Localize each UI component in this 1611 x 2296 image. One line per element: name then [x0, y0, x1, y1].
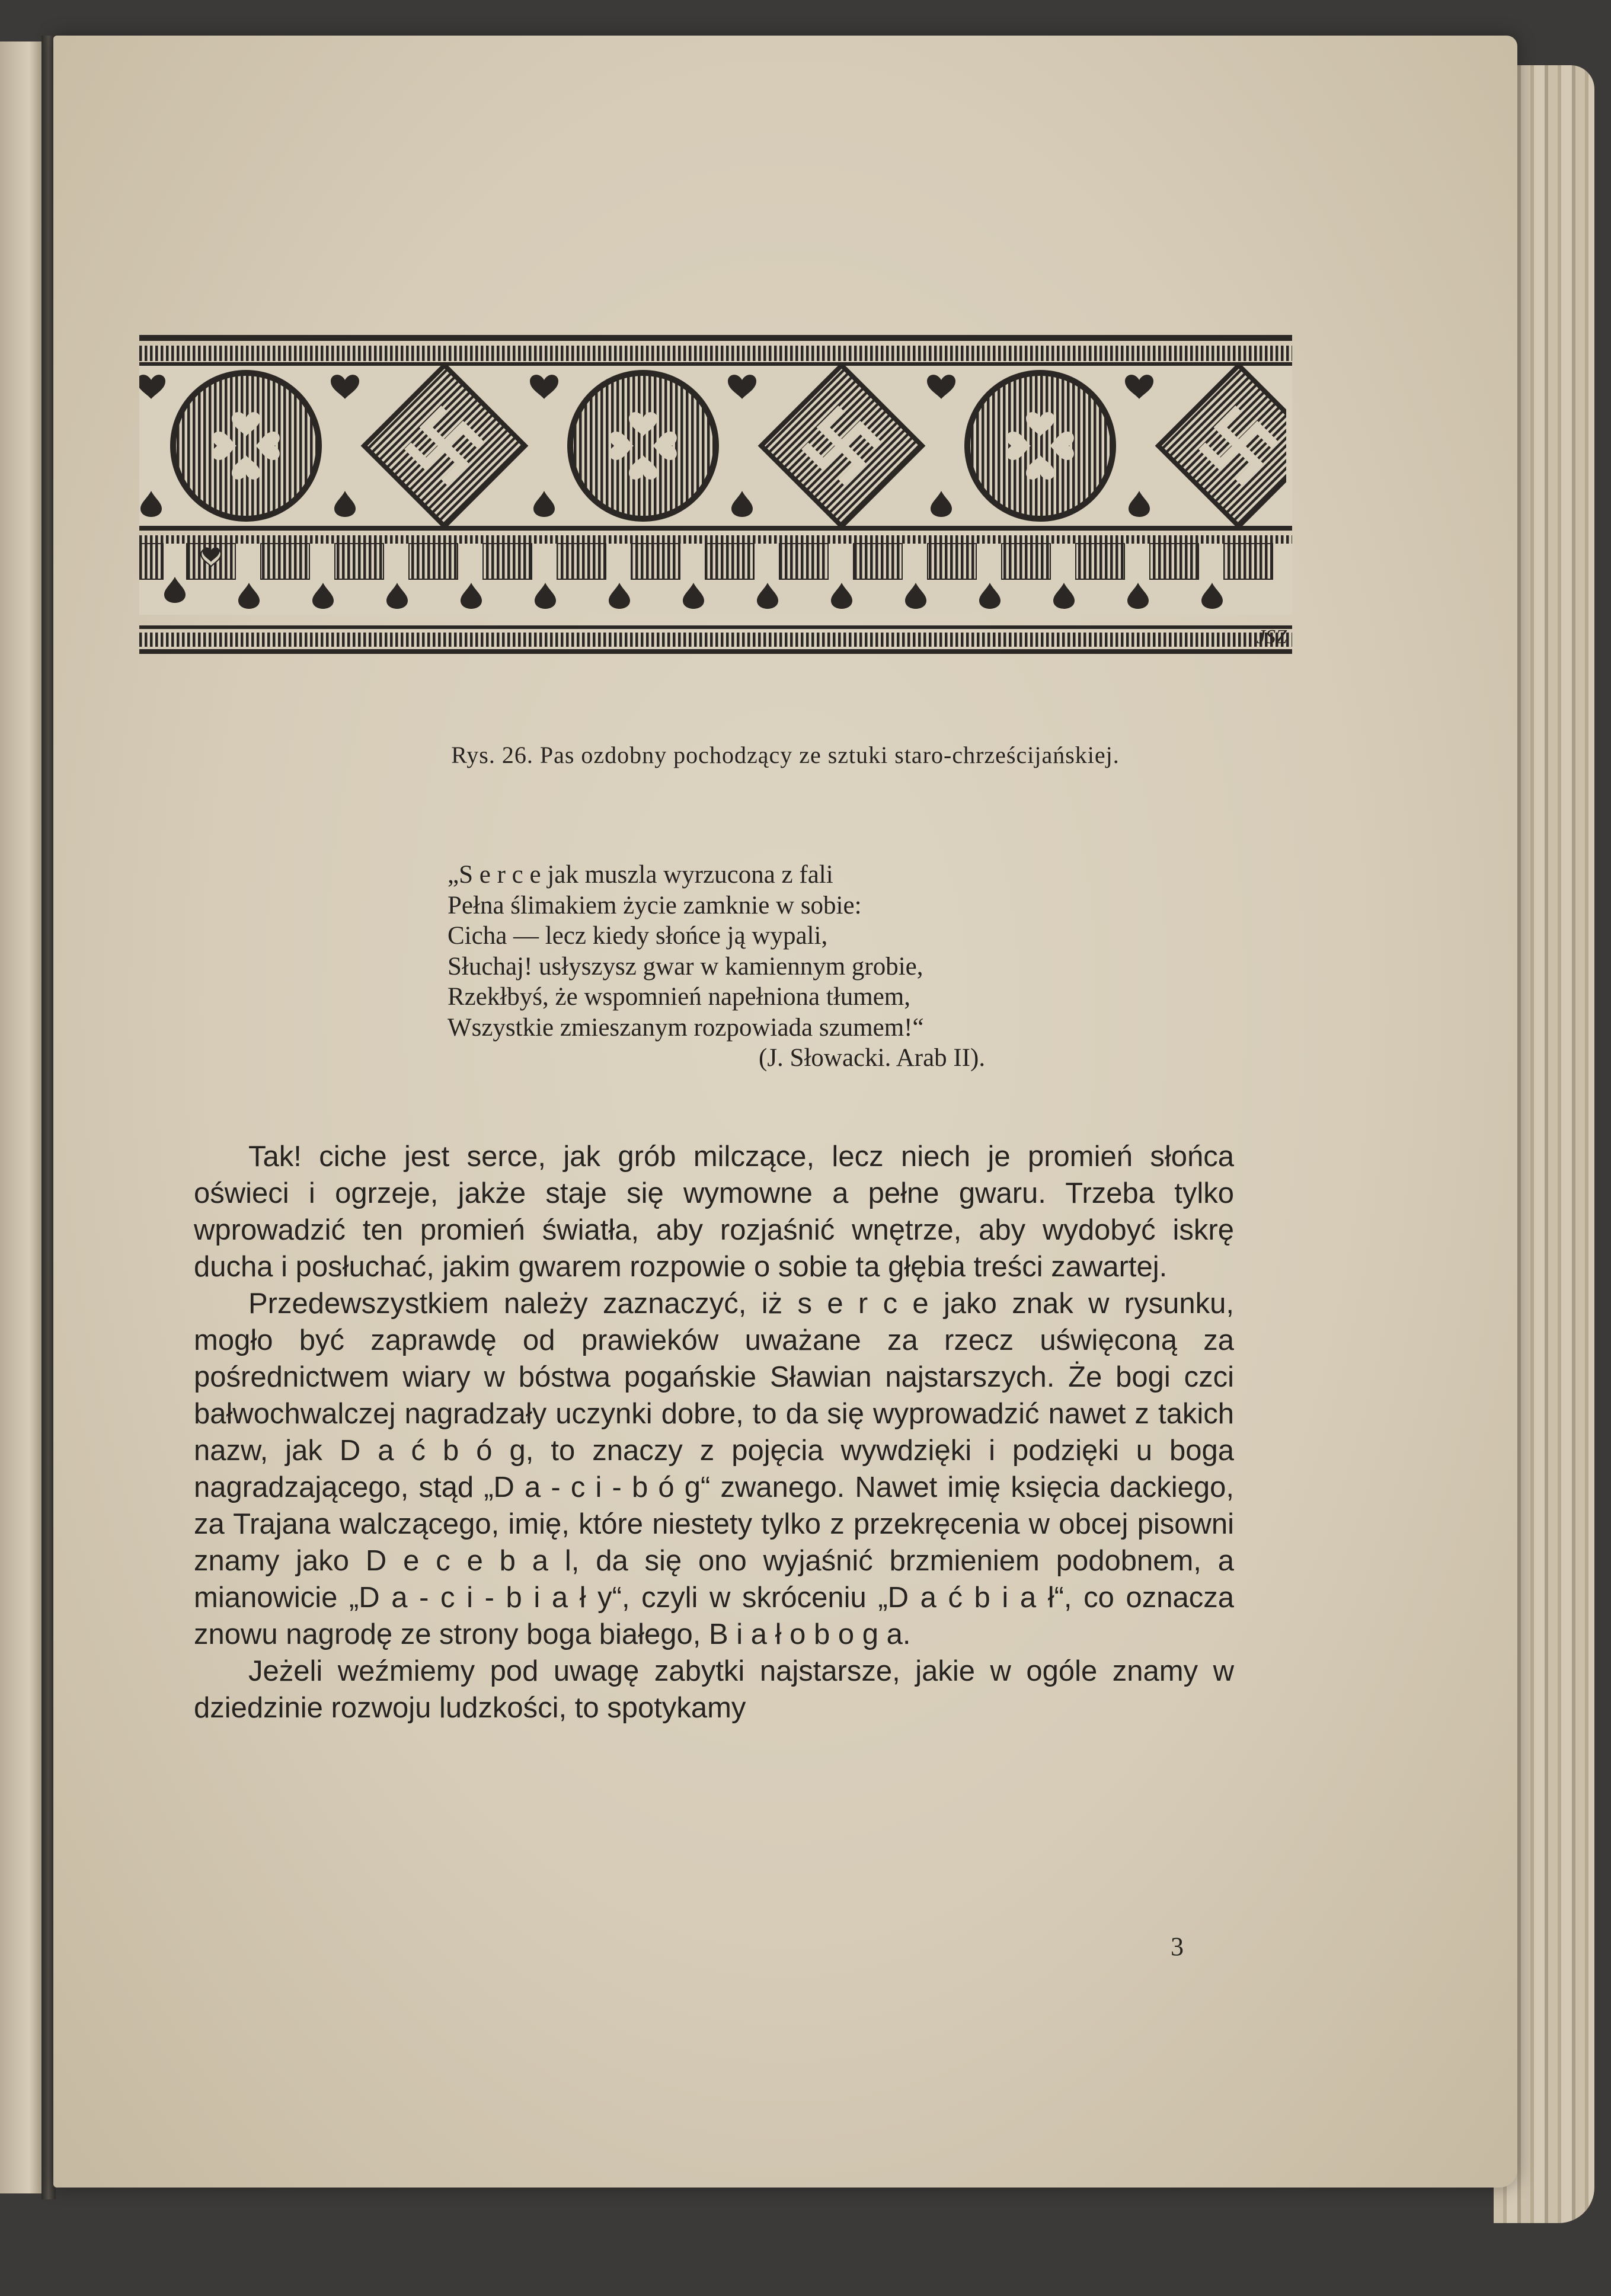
poem-line: Słuchaj! usłyszysz gwar w kamiennym grobie,: [448, 952, 923, 981]
paragraph: Przedewszystkiem należy zaznaczyć, iż s e r c e jako znak w rysunku, mogło być zaprawdę od prawieków uważane za rzecz uświęconą za pośrednictwem wiary w bóstwa pogańskie Sławian najstarszych. Że bogi czci bałwochwalczej nagradzały uczynki dobre, to da się wyprowadzić nawet z takich nazw, jak D a ć b ó g, to znaczy z pojęcia wywdzięki i podzięki u boga nagradzającego, stąd „D a - c i - b ó g“ zwanego. Nawet imię księcia dackiego, za Trajana walczącego, imię, które niestety tylko z przekręcenia w obcej pisowni znamy jako D e c e b a l, da się ono wyjaśnić brzmieniem podobnem, a mianowicie „D a - c i - b i a ł y“, czyli w skróceniu „D a ć b i a ł“, co oznacza znowu nagrodę ze strony boga białego, B i a ł o b o g a.: [194, 1288, 1234, 1650]
previous-page-edge: [0, 41, 41, 2193]
poem-line: Rzekłbyś, że wspomnień napełniona tłumem,: [448, 983, 910, 1011]
figure-caption: Rys. 26. Pas ozdobny pochodzący ze sztuki staro-chrześcijańskiej.: [451, 742, 1120, 768]
figure-signature: JSZ: [1257, 626, 1287, 648]
page-number: 3: [1171, 1932, 1184, 1961]
poem-line: Wszystkie zmieszanym rozpowiada szumem!“: [448, 1013, 924, 1042]
book-page: [53, 36, 1517, 2188]
paragraph: Jeżeli weźmiemy pod uwagę zabytki najstarsze, jakie w ogóle znamy w dziedzinie rozwoju ludzkości, to spotykamy: [194, 1655, 1234, 1724]
poem-line: „S e r c e jak muszla wyrzucona z fali: [448, 861, 833, 889]
poem-attribution: (J. Słowacki. Arab II).: [759, 1044, 986, 1072]
poem-line: Cicha — lecz kiedy słońce ją wypali,: [448, 922, 828, 950]
body-text: [194, 1138, 1234, 1726]
paragraph: Tak! ciche jest serce, jak grób milczące, lecz niech je promień słońca oświeci i ogrzeje, jakże staje się wymowne a pełne gwaru. Trzeba tylko wprowadzić ten promień światła, aby rozjaśnić wnętrze, aby wydobyć iskrę ducha i posłuchać, jakim gwarem rozpowie o sobie ta głębia treści zawartej.: [194, 1141, 1234, 1283]
poem-quote: [448, 860, 1218, 1074]
ornamental-band-figure: [139, 329, 1292, 708]
poem-line: Pełna ślimakiem życie zamknie w sobie:: [448, 891, 862, 919]
